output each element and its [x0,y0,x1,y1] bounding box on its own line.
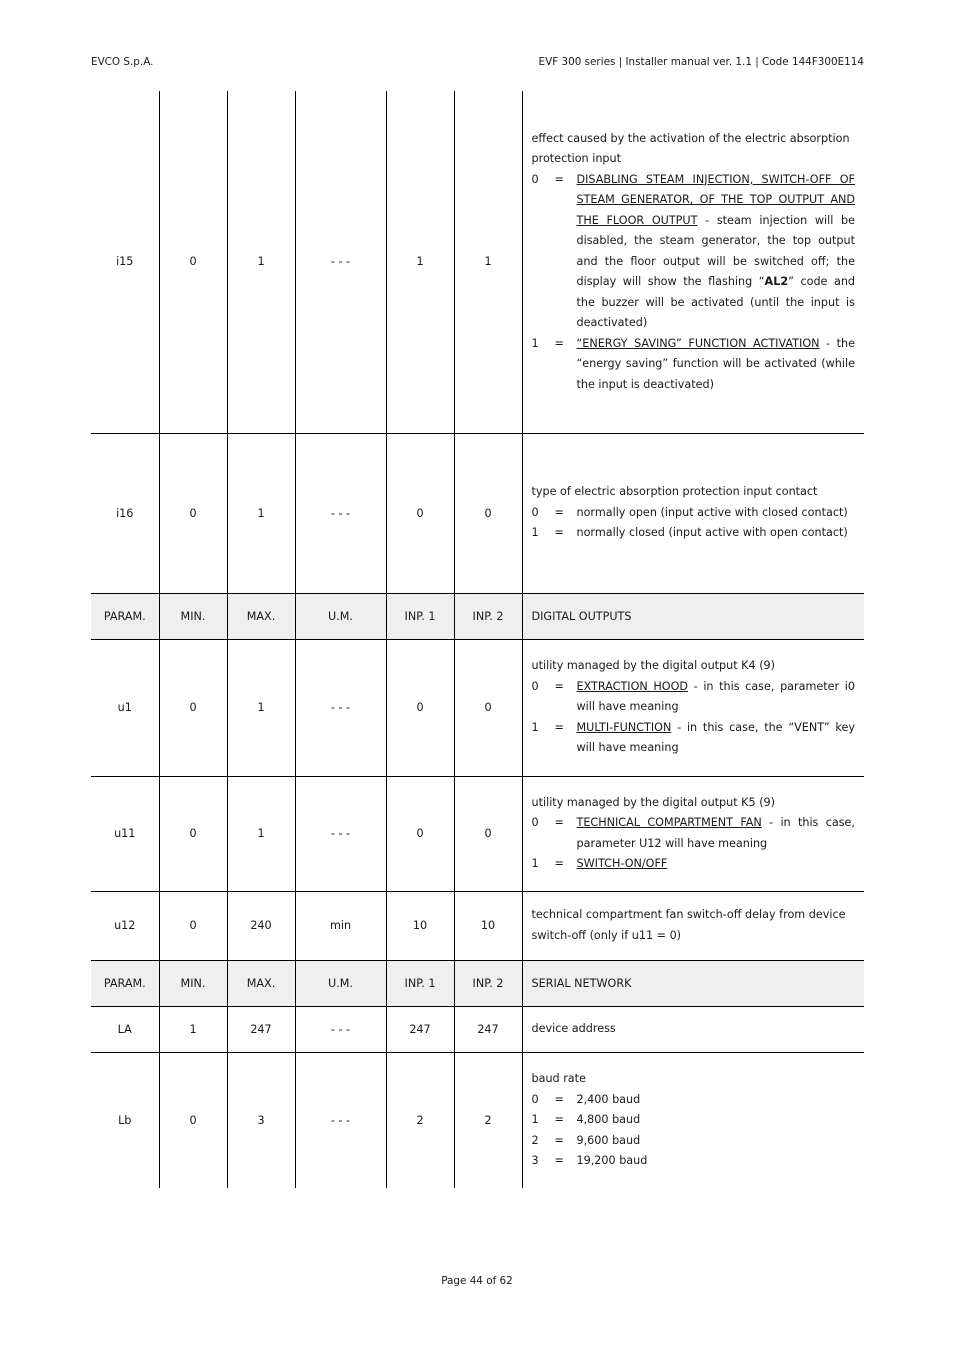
table-row-u12 [91,891,864,960]
option-equals: = [554,505,564,519]
option-number: 0 [531,679,539,693]
option-0 [532,677,856,718]
description-text: type of electric absorption protection input contact [531,485,818,499]
column-header-inp2: INP. 2 [454,960,522,1006]
min-cell: 0 [159,639,227,776]
option-text [577,813,856,854]
option-3 [532,1151,856,1172]
table-row-u11 [91,776,864,891]
column-header-max: MAX. [227,960,295,1006]
option-detail: - in this case, parameter U12 will have meaning [576,816,855,850]
option-1 [532,523,856,544]
max-cell: 1 [227,91,295,433]
option-equals: = [554,1154,564,1167]
option-2 [532,1131,856,1152]
param-cell: u1 [91,639,159,776]
min-cell: 0 [159,433,227,593]
inp1-cell: 0 [386,639,454,776]
param-cell: i16 [91,433,159,593]
um-cell: - - - [295,1006,386,1052]
inp2-cell: 0 [454,639,522,776]
option-equals: = [554,1092,564,1106]
max-cell: 3 [227,1052,295,1188]
option-title: EXTRACTION HOOD [576,679,689,693]
min-cell: 1 [159,1006,227,1052]
option-1 [532,334,856,396]
table-row-LA [91,1006,864,1052]
column-header-inp2: INP. 2 [454,593,522,639]
param-cell: i15 [116,255,134,269]
option-text [577,854,856,875]
option-text: 19,200 baud [576,1154,648,1167]
inp2-cell: 0 [454,776,522,891]
section-title: DIGITAL OUTPUTS [522,593,864,639]
option-number: 0 [531,816,539,829]
section-header-digital-outputs [91,593,864,639]
inp2-cell: 0 [454,433,522,593]
max-cell: 247 [227,1006,295,1052]
inp1-cell: 0 [386,433,454,593]
inp2-cell: 10 [454,891,522,960]
option-detail: - the “energy saving” function will be activated (while the input is deactivated) [576,336,855,391]
column-header-min: MIN. [159,960,227,1006]
table-row-i16 [91,433,864,593]
option-equals: = [554,1133,564,1147]
max-cell: 240 [227,891,295,960]
column-header-min: MIN. [159,593,227,639]
option-0 [532,503,856,524]
min-cell: 0 [159,776,227,891]
option-text [577,170,856,334]
option-text: normally closed (input active with open contact) [576,526,848,540]
max-cell: 1 [227,639,295,776]
inp1-cell: 0 [386,776,454,891]
option-text: normally open (input active with closed contact) [576,505,848,519]
description-cell [522,433,864,593]
option-title: DISABLING STEAM INJECTION, SWITCH-OFF OF STEAM GENERATOR, OF THE TOP OUTPUT AND THE FLOOR OUTPUT [576,172,855,227]
description-text: baud rate [531,1072,586,1085]
option-text [577,677,856,718]
inp1-cell: 10 [386,891,454,960]
option-number: 1 [531,336,539,350]
table-row-u1 [91,639,864,776]
page-number: Page 44 of 62 [441,1275,513,1287]
min-cell: 0 [159,1052,227,1188]
option-0 [532,170,856,334]
option-number: 2 [531,1133,539,1147]
description-text: technical compartment fan switch-off delay from device switch-off (only if u11 = 0) [531,908,846,942]
option-number: 3 [531,1154,539,1167]
column-header-param: PARAM. [91,593,159,639]
option-number: 1 [531,720,539,734]
option-detail-b: ” code and the buzzer will be activated (until the input is deactivated) [576,275,856,329]
column-header-inp1: INP. 1 [386,960,454,1006]
column-header-inp1: INP. 1 [386,593,454,639]
option-number: 1 [531,1113,539,1126]
header-document-info: EVF 300 series | Installer manual ver. 1.1 | Code 144F300E114 [538,56,864,68]
min-cell: 0 [159,891,227,960]
column-header-max: MAX. [227,593,295,639]
option-equals: = [554,1113,564,1126]
description-cell [522,91,864,433]
description-text: effect caused by the activation of the electric absorption protection input [531,131,850,165]
option-number: 0 [531,505,539,519]
option-detail: - in this case, the “VENT” key will have meaning [576,720,855,755]
um-cell: - - - [295,776,386,891]
param-cell: Lb [91,1052,159,1188]
option-detail-a: - steam injection will be disabled, the steam generator, the top output and the floor output will be switched off; the display will show the flashing “ [576,213,855,288]
max-cell: 1 [227,776,295,891]
inp1-cell: 1 [386,91,454,433]
option-text [577,718,856,759]
option-title: SWITCH-ON/OFF [576,857,668,870]
inp1-cell: 247 [386,1006,454,1052]
header-company: EVCO S.p.A. [91,56,154,68]
option-number: 1 [531,526,539,540]
option-0 [532,813,856,854]
option-equals: = [554,172,564,186]
option-equals: = [554,526,564,540]
option-title: MULTI-FUNCTION [576,720,672,734]
description-text: utility managed by the digital output K5 (9) [531,795,776,809]
um-cell: - - - [295,639,386,776]
description-cell [522,891,864,960]
option-equals: = [554,857,564,870]
description-text: device address [531,1021,616,1035]
option-number: 0 [531,172,539,186]
um-cell: - - - [295,91,386,433]
inp2-cell: 1 [454,91,522,433]
inp2-cell: 2 [454,1052,522,1188]
option-text: 9,600 baud [576,1133,641,1147]
option-title: “ENERGY SAVING” FUNCTION ACTIVATION [576,336,820,350]
um-cell: min [295,891,386,960]
section-header-serial-network [91,960,864,1006]
option-0 [532,1090,856,1111]
um-cell: - - - [295,1052,386,1188]
param-cell: u12 [91,891,159,960]
option-1 [532,1110,856,1131]
description-cell [522,1006,864,1052]
table-row-Lb [91,1052,864,1188]
option-text: 2,400 baud [576,1092,641,1106]
alarm-code: AL2 [764,275,789,288]
column-header-param: PARAM. [91,960,159,1006]
option-equals: = [554,679,564,693]
description-cell [522,1052,864,1188]
section-title: SERIAL NETWORK [522,960,864,1006]
option-equals: = [554,720,564,734]
option-text: 4,800 baud [576,1113,641,1126]
max-cell: 1 [227,433,295,593]
option-equals: = [554,816,564,829]
column-header-um: U.M. [295,960,386,1006]
table-row-i15 [91,91,864,433]
parameters-table [91,91,864,1188]
column-header-um: U.M. [295,593,386,639]
param-cell: u11 [91,776,159,891]
param-cell: LA [91,1006,159,1052]
inp2-cell: 247 [454,1006,522,1052]
description-cell [522,776,864,891]
option-equals: = [554,336,564,350]
um-cell: - - - [295,433,386,593]
option-number: 1 [531,857,539,870]
inp1-cell: 2 [386,1052,454,1188]
min-cell: 0 [159,91,227,433]
option-1 [532,718,856,759]
option-detail: - in this case, parameter i0 will have meaning [576,679,855,714]
option-number: 0 [531,1092,539,1106]
description-cell [522,639,864,776]
description-text: utility managed by the digital output K4 (9) [531,659,776,673]
option-1 [532,854,856,875]
option-title: TECHNICAL COMPARTMENT FAN [576,816,762,829]
option-text [577,334,856,396]
